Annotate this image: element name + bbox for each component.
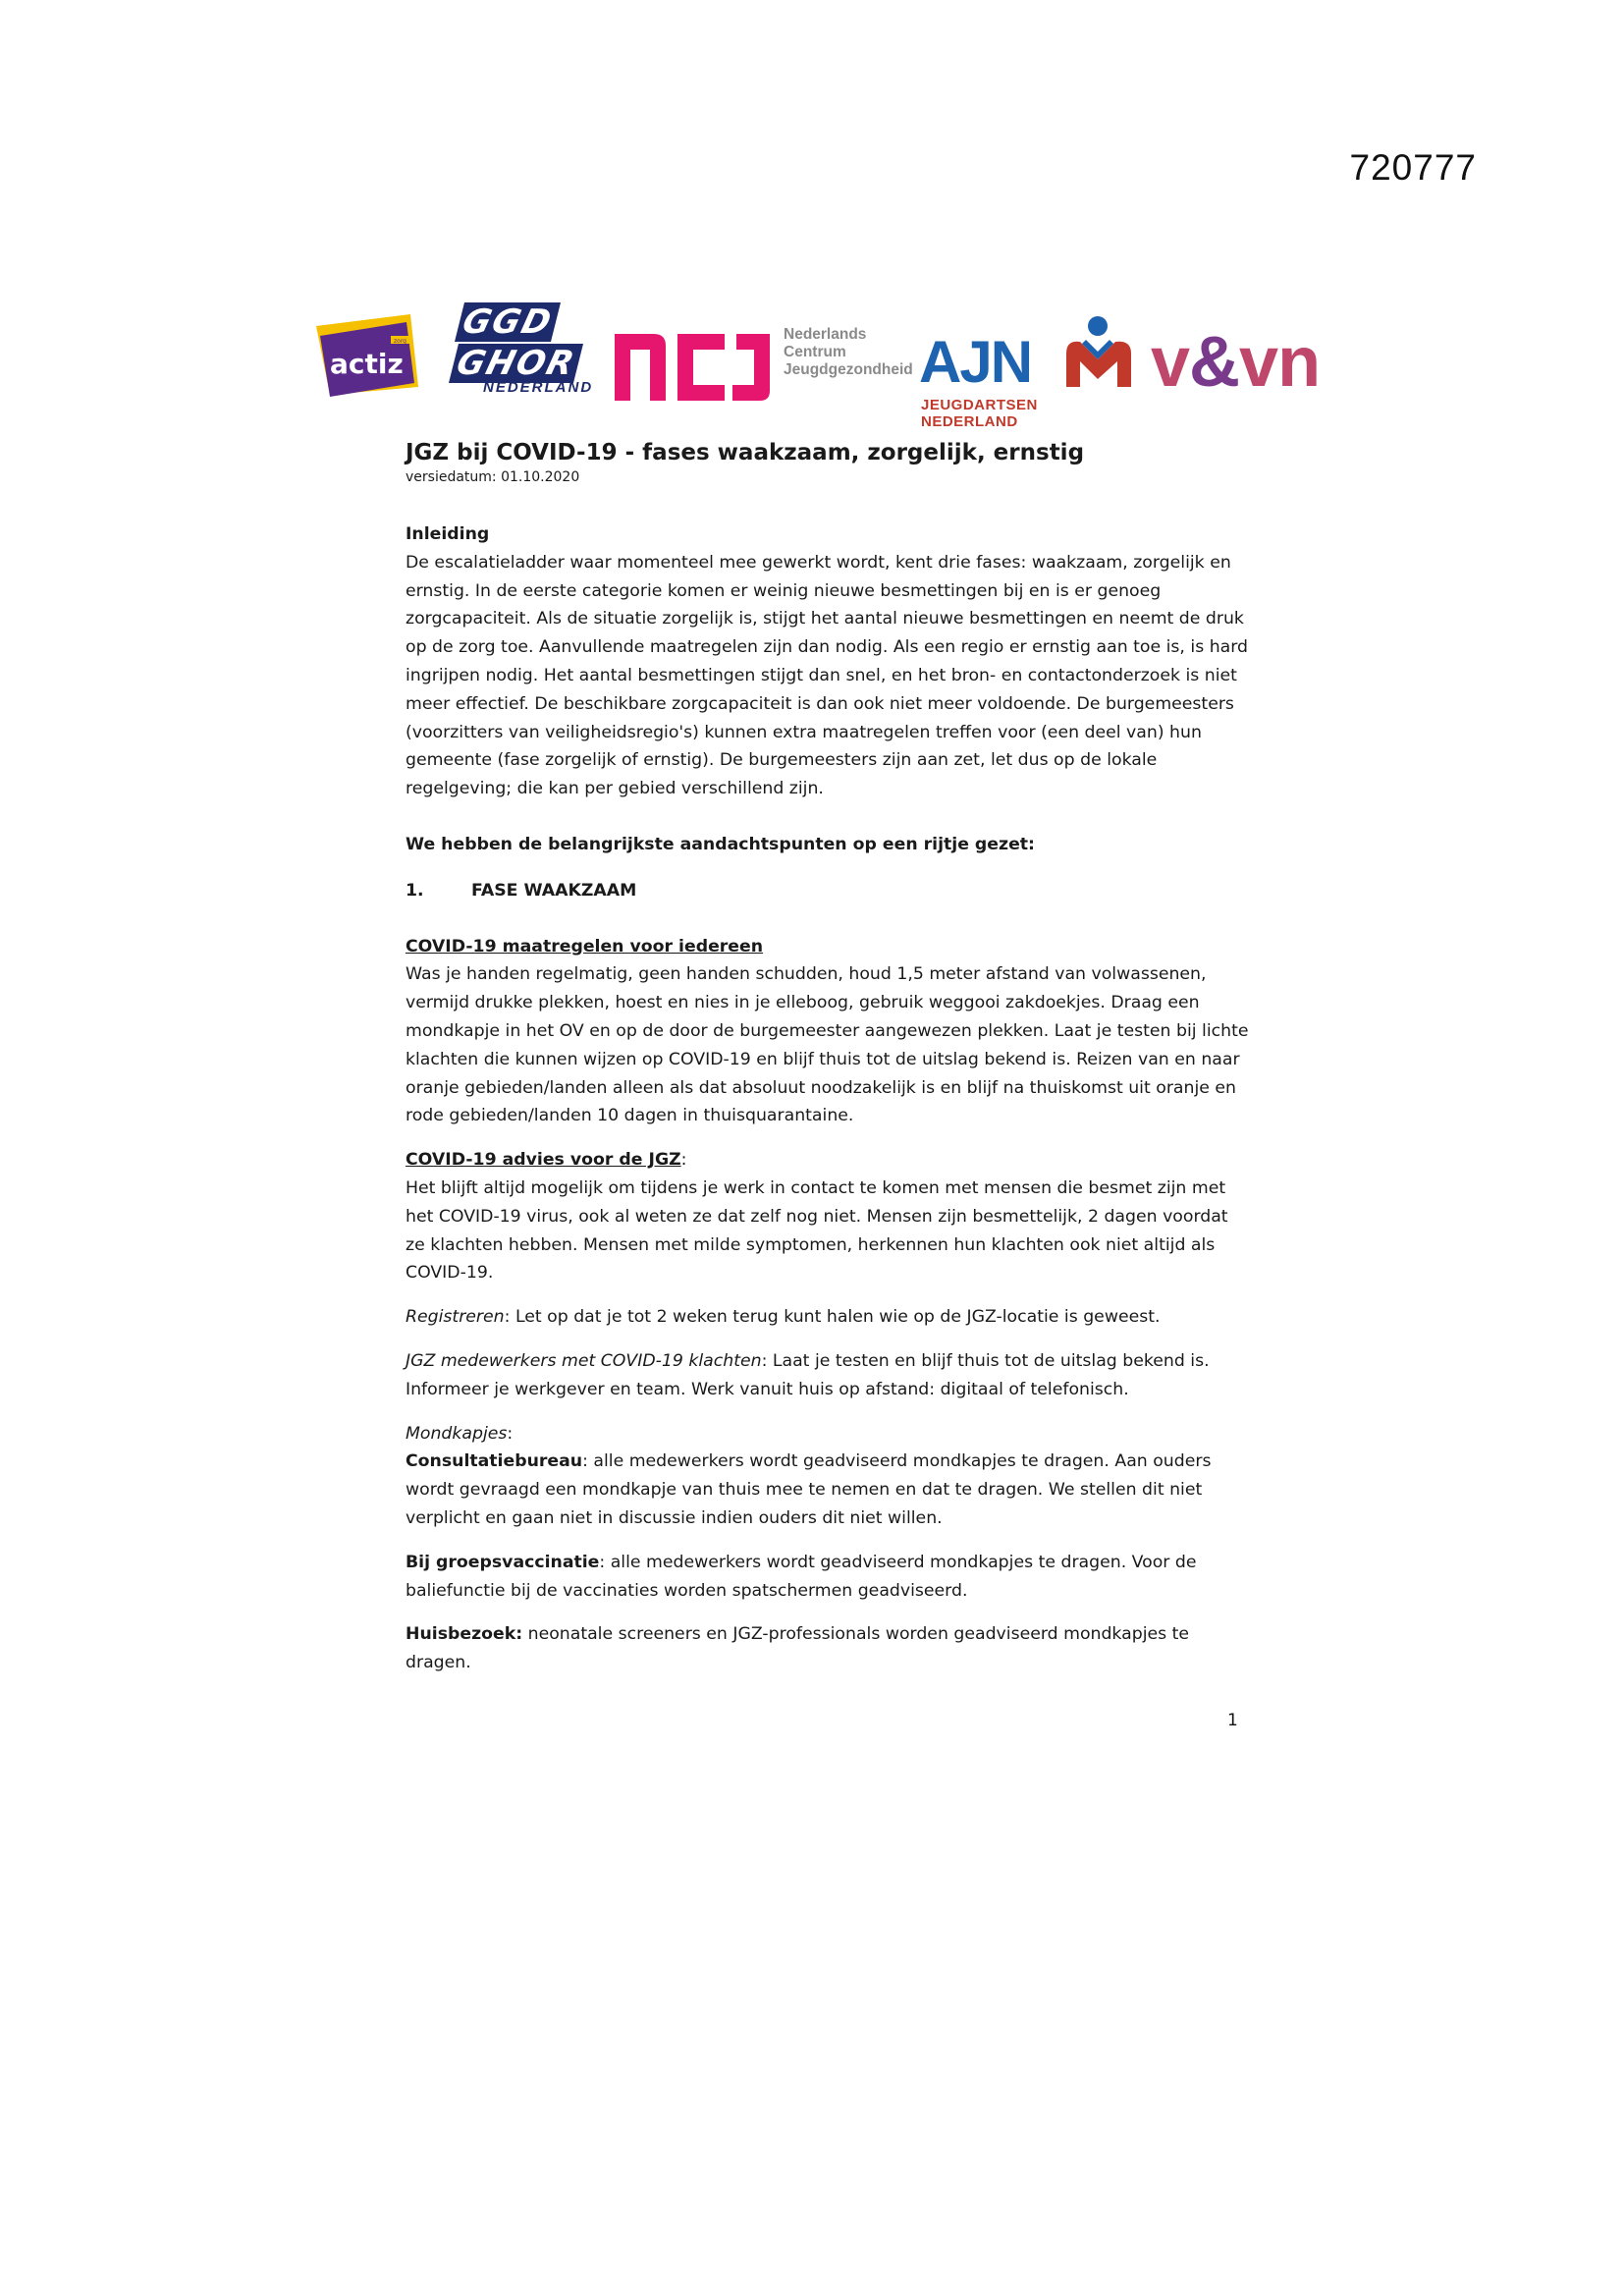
vvn-v: v [1151, 323, 1190, 402]
actiz-logo [316, 314, 418, 412]
vvn-logo [1151, 322, 1320, 403]
register-label: Registreren [406, 1307, 505, 1328]
home-text: neonatale screeners en JGZ-professionals worden geadviseerd mondkapjes te dragen. [406, 1624, 1190, 1673]
measures-paragraph: Was je handen regelmatig, geen handen schudden, houd 1,5 meter afstand van volwassenen, vermijd drukke plekken, hoest en nies in je elleboog, gebruik weggooi zakdoekjes. Draag een mondkapje in het OV en op de door de burgemeester aangewezen plekken. Laat je testen bij lichte klachten die kunnen wijzen op COVID-19 en blijf thuis tot de uitslag bekend is. Reizen van en naar oranje gebieden/landen alleen als dat absoluut noodzakelijk is en blijf na thuiskomst uit oranje en rode gebieden/landen 10 dagen in thuisquarantaine. [406, 964, 1249, 1126]
consult-label: Consultatiebureau [406, 1451, 583, 1472]
staff-paragraph [406, 1347, 1250, 1404]
register-paragraph [406, 1303, 1250, 1332]
home-paragraph [406, 1620, 1250, 1677]
ggd-ghor-logo [453, 301, 594, 399]
logo-bar [316, 301, 1347, 430]
vacc-paragraph [406, 1549, 1250, 1606]
ncj-line3: Jeugdgezondheid [784, 361, 913, 378]
masks-colon: : [507, 1423, 514, 1444]
ajn-wordmark: AJN [919, 329, 1032, 395]
ggd-subtitle: NEDERLAND [483, 379, 594, 396]
consult-paragraph [406, 1448, 1250, 1532]
vacc-label: Bij groepsvaccinatie [406, 1552, 600, 1572]
version-date: versiedatum: 01.10.2020 [406, 469, 580, 485]
vacc-text: : alle medewerkers wordt geadviseerd mondkapjes te dragen. Voor de baliefunctie bij de vaccinaties worden spatschermen geadviseerd. [406, 1552, 1197, 1601]
staff-text: : Laat je testen en blijf thuis tot de uitslag bekend is. Informeer je werkgever en team. Werk vanuit huis op afstand: digitaal of telefonisch. [406, 1350, 1210, 1399]
actiz-tag: zorg [394, 338, 406, 345]
ajn-logo [919, 314, 1135, 430]
section-heading [406, 877, 1250, 905]
staff-label: JGZ medewerkers met COVID-19 klachten [406, 1350, 762, 1371]
ajn-figures-icon [1060, 314, 1137, 393]
actiz-wordmark: actiz [330, 348, 404, 380]
intro-paragraph: De escalatieladder waar momenteel mee gewerkt wordt, kent drie fases: waakzaam, zorgelijk en ernstig. In de eerste categorie komen er weinig nieuwe besmettingen bij en is er genoeg zorgcapaciteit. Als de situatie zorgelijk is, stijgt het aantal nieuwe besmettingen en neemt de druk op de zorg toe. Aanvullende maatregelen zijn dan nodig. Als een regio er ernstig aan toe is, is hard ingrijpen nodig. Het aantal besmettingen stijgt dan snel, en het bron- en contactonderzoek is niet meer effectief. De beschikbare zorgcapaciteit is dan ook niet meer voldoende. De burgemeesters (voorzitters van veiligheidsregio's) kunnen extra maatregelen treffen voor (een deel van) hun gemeente (fase zorgelijk of ernstig). De burgemeesters zijn aan zet, let dus op de lokale regelgeving; die kan per gebied verschillend zijn. [406, 552, 1249, 799]
document-number: 720777 [1349, 147, 1477, 188]
measures-heading: COVID-19 maatregelen voor iedereen [406, 936, 764, 957]
actiz-logo-graphic [316, 314, 418, 412]
page-number: 1 [1227, 1711, 1238, 1730]
ncj-logo-graphic [615, 330, 772, 403]
register-text: : Let op dat je tot 2 weken terug kunt halen wie op de JGZ-locatie is geweest. [504, 1307, 1161, 1328]
section-number: 1. [406, 880, 424, 901]
intro-heading: Inleiding [406, 524, 490, 544]
ncj-logo [615, 330, 772, 403]
advice-paragraph: Het blijft altijd mogelijk om tijdens je werk in contact te komen met mensen die besmet zijn met het COVID-19 virus, ook al weten ze dat zelf nog niet. Mensen zijn besmettelijk, 2 dagen voordat ze klachten hebben. Mensen met milde symptomen, herkennen hun klachten ook niet altijd als COVID-19. [406, 1177, 1228, 1284]
ajn-subtitle: JEUGDARTSEN NEDERLAND [921, 397, 1038, 430]
key-points-heading: We hebben de belangrijkste aandachtspunten op een rijtje gezet: [406, 834, 1035, 854]
ncj-line1: Nederlands [784, 326, 867, 343]
ncj-line2: Centrum [784, 344, 846, 360]
vvn-ampersand: & [1189, 323, 1240, 402]
masks-heading-line [406, 1420, 1250, 1449]
vvn-vn: vn [1239, 323, 1321, 402]
masks-label: Mondkapjes [406, 1423, 508, 1444]
ncj-text [784, 326, 921, 379]
advice-heading-line [406, 1146, 1250, 1175]
advice-heading: COVID-19 advies voor de JGZ [406, 1150, 681, 1171]
ggd-wordmark: GGD [455, 302, 561, 342]
advice-colon: : [680, 1150, 687, 1171]
home-label: Huisbezoek: [406, 1624, 523, 1645]
ncj-wordmark: ncj [615, 330, 617, 331]
ghor-wordmark: GHOR [449, 344, 583, 383]
section-title: FASE WAAKZAAM [471, 880, 637, 901]
document-body [406, 438, 1250, 1677]
consult-text: : alle medewerkers wordt geadviseerd mondkapjes te dragen. Aan ouders wordt gevraagd een mondkapje van thuis mee te nemen en dat te dragen. We stellen dit niet verplicht en gaan niet in discussie indien ouders dit niet willen. [406, 1451, 1212, 1528]
document-title: JGZ bij COVID-19 - fases waakzaam, zorgelijk, ernstig [406, 440, 1085, 465]
